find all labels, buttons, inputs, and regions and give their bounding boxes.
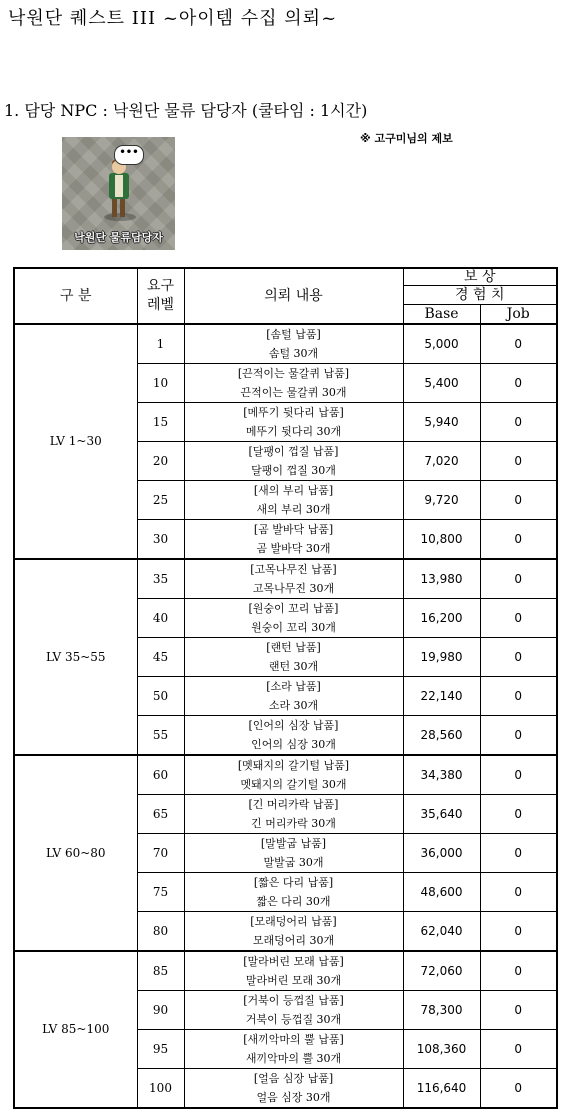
header-base: Base xyxy=(403,305,480,324)
required-level-cell: 60 xyxy=(137,755,184,795)
job-exp-cell: 0 xyxy=(480,794,557,833)
request-item: 멧돼지의 갈기털 30개 xyxy=(240,777,347,791)
job-exp-cell: 0 xyxy=(480,559,557,599)
request-name: [새의 부리 납품] xyxy=(253,483,334,497)
level-range-cell: LV 1~30 xyxy=(14,324,137,559)
base-exp-cell: 13,980 xyxy=(403,559,480,599)
required-level-cell: 95 xyxy=(137,1029,184,1068)
request-item: 곰 발바닥 30개 xyxy=(256,541,331,555)
request-cell xyxy=(184,794,403,833)
job-exp-cell: 0 xyxy=(480,598,557,637)
level-group xyxy=(14,324,557,559)
request-cell xyxy=(184,402,403,441)
job-exp-cell: 0 xyxy=(480,480,557,519)
job-exp-cell: 0 xyxy=(480,519,557,559)
request-name: [랜턴 납품] xyxy=(266,640,321,654)
required-level-cell: 25 xyxy=(137,480,184,519)
required-level-cell: 80 xyxy=(137,911,184,951)
table-row xyxy=(14,755,557,795)
level-range-cell: LV 35~55 xyxy=(14,559,137,755)
required-level-cell: 65 xyxy=(137,794,184,833)
level-group xyxy=(14,951,557,1108)
job-exp-cell: 0 xyxy=(480,755,557,795)
header-job: Job xyxy=(480,305,557,324)
job-exp-cell: 0 xyxy=(480,441,557,480)
required-level-cell: 45 xyxy=(137,637,184,676)
base-exp-cell: 5,000 xyxy=(403,324,480,364)
request-name: [원숭이 꼬리 납품] xyxy=(248,601,339,615)
job-exp-cell: 0 xyxy=(480,402,557,441)
npc-name-label: 낙원단 물류담당자 xyxy=(74,231,163,244)
required-level-cell: 100 xyxy=(137,1068,184,1108)
required-level-cell: 40 xyxy=(137,598,184,637)
request-cell xyxy=(184,951,403,991)
base-exp-cell: 7,020 xyxy=(403,441,480,480)
base-exp-cell: 16,200 xyxy=(403,598,480,637)
request-item: 솜털 30개 xyxy=(268,346,319,360)
job-exp-cell: 0 xyxy=(480,637,557,676)
request-cell xyxy=(184,559,403,599)
request-item: 긴 머리카락 30개 xyxy=(251,816,336,830)
base-exp-cell: 116,640 xyxy=(403,1068,480,1108)
required-level-cell: 20 xyxy=(137,441,184,480)
job-exp-cell: 0 xyxy=(480,911,557,951)
table-row xyxy=(14,324,557,364)
job-exp-cell: 0 xyxy=(480,1068,557,1108)
required-level-cell: 1 xyxy=(137,324,184,364)
job-exp-cell: 0 xyxy=(480,324,557,364)
request-cell xyxy=(184,363,403,402)
job-exp-cell: 0 xyxy=(480,951,557,991)
request-item: 거북이 등껍질 30개 xyxy=(245,1012,342,1026)
base-exp-cell: 62,040 xyxy=(403,911,480,951)
request-cell xyxy=(184,441,403,480)
base-exp-cell: 10,800 xyxy=(403,519,480,559)
header-exp: 경 험 치 xyxy=(403,286,557,305)
request-cell xyxy=(184,872,403,911)
required-level-cell: 70 xyxy=(137,833,184,872)
base-exp-cell: 72,060 xyxy=(403,951,480,991)
request-item: 말발굽 30개 xyxy=(263,855,324,869)
request-name: [소라 납품] xyxy=(266,679,321,693)
request-cell xyxy=(184,480,403,519)
request-name: [인어의 심장 납품] xyxy=(248,718,339,732)
request-item: 말라버린 모래 30개 xyxy=(245,973,342,987)
request-cell xyxy=(184,833,403,872)
header-request: 의뢰 내용 xyxy=(184,268,403,324)
base-exp-cell: 48,600 xyxy=(403,872,480,911)
level-range-cell: LV 60~80 xyxy=(14,755,137,951)
required-level-cell: 50 xyxy=(137,676,184,715)
request-item: 얼음 심장 30개 xyxy=(256,1090,331,1104)
required-level-cell: 55 xyxy=(137,715,184,755)
job-exp-cell: 0 xyxy=(480,363,557,402)
request-cell xyxy=(184,715,403,755)
request-name: [모래덩어리 납품] xyxy=(250,914,337,928)
request-name: [곰 발바닥 납품] xyxy=(253,522,334,536)
required-level-cell: 10 xyxy=(137,363,184,402)
request-item: 인어의 심장 30개 xyxy=(251,737,336,751)
base-exp-cell: 19,980 xyxy=(403,637,480,676)
quest-reward-table xyxy=(13,267,558,1109)
npc-section-heading: 1. 담당 NPC : 낙원단 물류 담당자 (쿨타임 : 1시간) xyxy=(4,101,368,120)
request-item: 새끼악마의 뿔 30개 xyxy=(245,1051,342,1065)
level-group xyxy=(14,755,557,951)
request-name: [새끼악마의 뿔 납품] xyxy=(243,1032,344,1046)
level-group xyxy=(14,559,557,755)
base-exp-cell: 34,380 xyxy=(403,755,480,795)
request-cell xyxy=(184,598,403,637)
table-row xyxy=(14,559,557,599)
required-level-cell: 75 xyxy=(137,872,184,911)
job-exp-cell: 0 xyxy=(480,872,557,911)
npc-image xyxy=(62,137,175,250)
request-item: 모래덩어리 30개 xyxy=(252,933,335,947)
request-item: 랜턴 30개 xyxy=(268,659,319,673)
request-item: 짧은 다리 30개 xyxy=(256,894,331,908)
request-item: 소라 30개 xyxy=(268,698,319,712)
request-name: [달팽이 껍질 납품] xyxy=(248,444,339,458)
request-cell xyxy=(184,676,403,715)
base-exp-cell: 5,940 xyxy=(403,402,480,441)
request-cell xyxy=(184,519,403,559)
required-level-cell: 85 xyxy=(137,951,184,991)
job-exp-cell: 0 xyxy=(480,833,557,872)
request-name: [거북이 등껍질 납품] xyxy=(243,993,344,1007)
request-cell xyxy=(184,755,403,795)
request-name: [긴 머리카락 납품] xyxy=(248,797,339,811)
request-item: 달팽이 껍질 30개 xyxy=(251,463,336,477)
request-name: [얼음 심장 납품] xyxy=(253,1071,334,1085)
request-item: 새의 부리 30개 xyxy=(256,502,331,516)
base-exp-cell: 5,400 xyxy=(403,363,480,402)
request-name: [짧은 다리 납품] xyxy=(253,875,334,889)
request-cell xyxy=(184,324,403,364)
job-exp-cell: 0 xyxy=(480,1029,557,1068)
request-name: [말발굽 납품] xyxy=(260,836,327,850)
speech-bubble-icon: ••• xyxy=(114,145,144,165)
header-reward: 보 상 xyxy=(403,268,557,286)
credit-note: ※ 고구미님의 제보 xyxy=(360,132,453,145)
job-exp-cell: 0 xyxy=(480,715,557,755)
job-exp-cell: 0 xyxy=(480,990,557,1029)
required-level-cell: 90 xyxy=(137,990,184,1029)
request-cell xyxy=(184,637,403,676)
base-exp-cell: 22,140 xyxy=(403,676,480,715)
request-name: [끈적이는 물갈퀴 납품] xyxy=(237,366,350,380)
request-cell xyxy=(184,1029,403,1068)
job-exp-cell: 0 xyxy=(480,676,557,715)
request-item: 원숭이 꼬리 30개 xyxy=(251,620,336,634)
request-item: 고목나무진 30개 xyxy=(252,581,335,595)
request-name: [고목나무진 납품] xyxy=(250,562,337,576)
request-item: 메뚜기 뒷다리 30개 xyxy=(245,424,342,438)
request-cell xyxy=(184,1068,403,1108)
request-cell xyxy=(184,911,403,951)
base-exp-cell: 108,360 xyxy=(403,1029,480,1068)
request-name: [멧돼지의 갈기털 납품] xyxy=(237,758,350,772)
level-range-cell: LV 85~100 xyxy=(14,951,137,1108)
base-exp-cell: 28,560 xyxy=(403,715,480,755)
base-exp-cell: 36,000 xyxy=(403,833,480,872)
header-required-level: 요구 레벨 xyxy=(137,268,184,324)
base-exp-cell: 78,300 xyxy=(403,990,480,1029)
required-level-cell: 15 xyxy=(137,402,184,441)
required-level-cell: 35 xyxy=(137,559,184,599)
header-division: 구 분 xyxy=(14,268,137,324)
base-exp-cell: 9,720 xyxy=(403,480,480,519)
request-name: [말라버린 모래 납품] xyxy=(243,954,344,968)
page-title: 낙원단 퀘스트 III ~아이템 수집 의뢰~ xyxy=(8,8,338,29)
request-cell xyxy=(184,990,403,1029)
request-item: 끈적이는 물갈퀴 30개 xyxy=(240,385,347,399)
table-header xyxy=(14,268,557,324)
required-level-cell: 30 xyxy=(137,519,184,559)
table-row xyxy=(14,951,557,991)
base-exp-cell: 35,640 xyxy=(403,794,480,833)
request-name: [솜털 납품] xyxy=(266,327,321,341)
request-name: [메뚜기 뒷다리 납품] xyxy=(243,405,344,419)
